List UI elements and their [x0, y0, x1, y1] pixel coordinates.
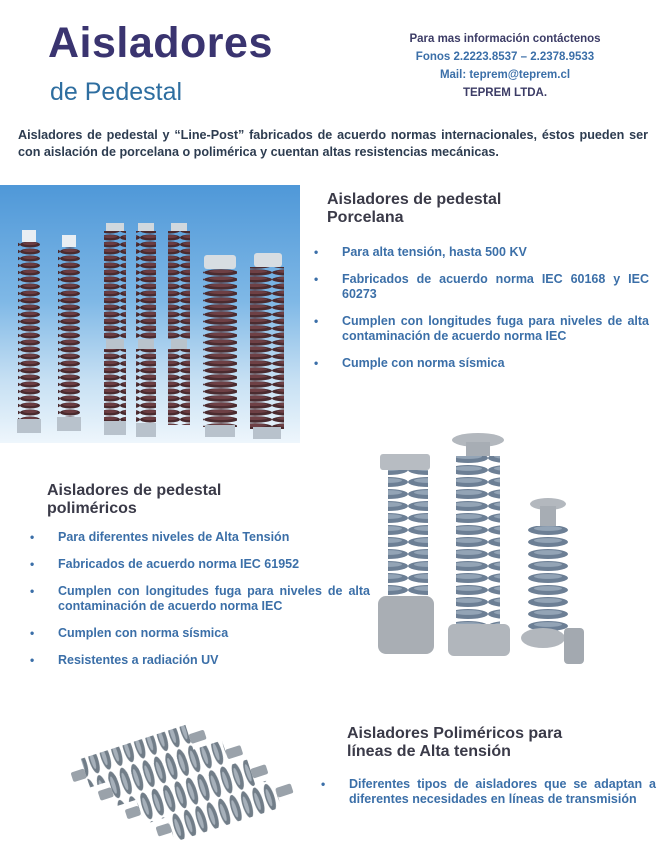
section-polimericos-title-line1: Aisladores de pedestal	[47, 482, 222, 499]
page-title: Aisladores	[48, 19, 273, 67]
bullet-icon: •	[30, 626, 35, 640]
list-item	[30, 530, 370, 545]
list-item	[321, 777, 656, 807]
page-subtitle: de Pedestal	[50, 78, 183, 106]
intro-paragraph: Aisladores de pedestal y “Line-Post” fabricados de acuerdo normas internacionales, éstos pueden ser con aislación de porcelana o polimérica y cuentan altas resistencias mecánicas.	[18, 128, 648, 159]
list-item	[30, 653, 370, 668]
polymeric-pedestal-insulators-photo	[368, 428, 606, 673]
list-item-text: Diferentes tipos de aisladores que se adaptan a diferentes necesidades en líneas de transmisión	[349, 777, 656, 806]
list-item	[30, 626, 370, 641]
bullet-icon: •	[314, 314, 319, 328]
section-polimericos-title	[47, 482, 221, 518]
porcelain-insulators-photo	[0, 185, 300, 443]
list-item-text: Fabricados de acuerdo norma IEC 61952	[58, 557, 300, 571]
section-lineas-title-line1: Aisladores Poliméricos para	[347, 725, 563, 742]
list-item-text: Resistentes a radiación UV	[58, 653, 219, 667]
list-item-text: Cumplen con norma sísmica	[58, 626, 229, 640]
section-porcelana-title-line1: Aisladores de pedestal	[327, 191, 502, 208]
section-polimericos-title-line2: poliméricos	[47, 500, 137, 517]
list-item	[314, 314, 649, 344]
list-item-text: Cumplen con longitudes fuga para niveles de alta contaminación de acuerdo norma IEC	[342, 314, 649, 343]
section-porcelana-title-line2: Porcelana	[327, 209, 404, 226]
section-porcelana-list	[314, 245, 649, 383]
contact-phones: Fonos 2.2223.8537 – 2.2378.9533	[415, 51, 595, 63]
contact-block	[395, 30, 615, 102]
list-item-text: Cumple con norma sísmica	[342, 356, 505, 370]
bullet-icon: •	[321, 777, 326, 791]
section-lineas-title	[347, 725, 562, 761]
bullet-icon: •	[314, 245, 319, 259]
list-item	[314, 272, 649, 302]
section-porcelana-title	[327, 191, 501, 227]
bullet-icon: •	[30, 653, 35, 667]
section-lineas-title-line2: líneas de Alta tensión	[347, 743, 511, 760]
section-lineas-list	[321, 777, 656, 819]
list-item-text: Fabricados de acuerdo norma IEC 60168 y IEC 60273	[342, 272, 649, 301]
bullet-icon: •	[30, 530, 35, 544]
list-item	[30, 557, 370, 572]
section-polimericos-list	[30, 530, 370, 680]
contact-company: TEPREM LTDA.	[462, 87, 548, 99]
contact-line-info: Para mas información contáctenos	[409, 33, 601, 45]
bullet-icon: •	[30, 557, 35, 571]
list-item	[314, 356, 649, 371]
bullet-icon: •	[314, 356, 319, 370]
list-item	[314, 245, 649, 260]
list-item	[30, 584, 370, 614]
bullet-icon: •	[30, 584, 35, 598]
list-item-text: Para alta tensión, hasta 500 KV	[342, 245, 527, 259]
list-item-text: Cumplen con longitudes fuga para niveles de alta contaminación de acuerdo norma IEC	[58, 584, 370, 613]
bullet-icon: •	[314, 272, 319, 286]
polymeric-line-insulators-photo	[50, 718, 318, 840]
contact-email[interactable]: Mail: teprem@teprem.cl	[439, 69, 571, 81]
list-item-text: Para diferentes niveles de Alta Tensión	[58, 530, 290, 544]
